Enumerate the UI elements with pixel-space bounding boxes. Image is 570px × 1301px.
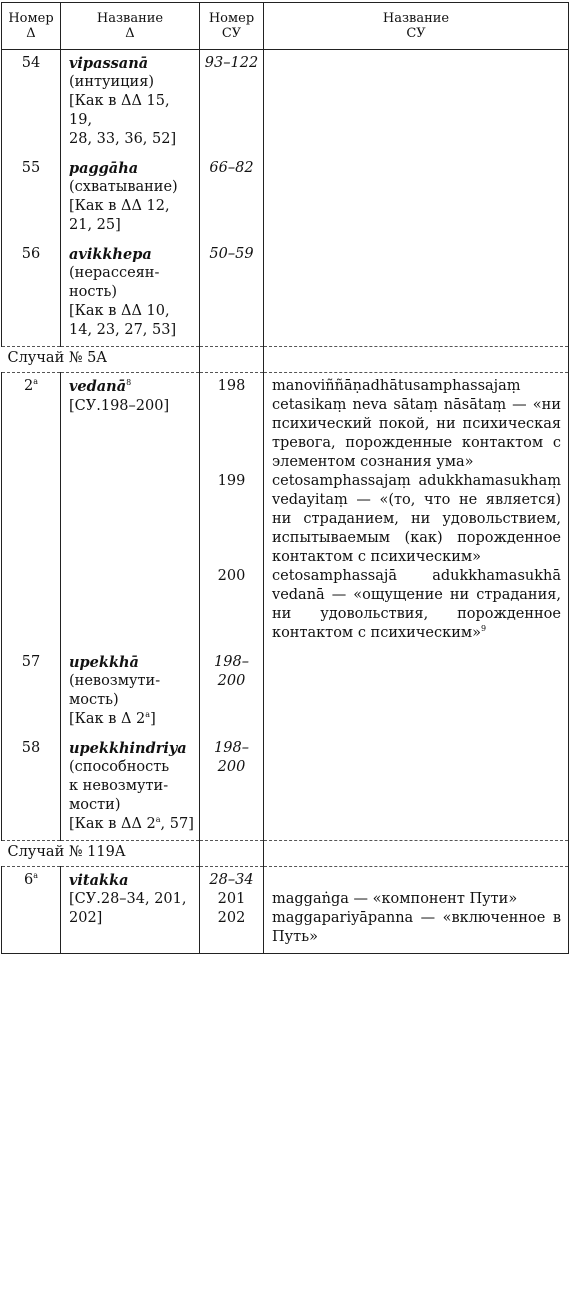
- row-name: paggāha (схватывание) [Как в ΔΔ 12, 21, 25]: [61, 155, 200, 241]
- row-su-name: [264, 50, 569, 156]
- case-label: Случай № 5A: [2, 347, 200, 373]
- row-name: vitakka [СУ.28–34, 201, 202]: [61, 867, 200, 954]
- table-row: [2, 373, 569, 650]
- row-number: 55: [2, 155, 61, 241]
- row-su-number: 93–122: [200, 50, 264, 156]
- row-su-number: 198 199 200: [200, 373, 264, 650]
- row-number: 56: [2, 241, 61, 347]
- row-su-name: maggaṅga — «компонент Пути» maggapariyāpanna — «включенное в Путь»: [264, 867, 569, 954]
- table-row: [2, 649, 569, 735]
- row-number: 54: [2, 50, 61, 156]
- table-row: [2, 50, 569, 156]
- row-su-number: 198–200: [200, 649, 264, 735]
- table-header: [2, 3, 569, 50]
- row-number: $6^а$: [2, 867, 61, 954]
- row-name: upekkhā (невозмути- мость) [Как в Δ $2^а$]: [61, 649, 200, 735]
- row-su-number: 50–59: [200, 241, 264, 347]
- row-su-name: [264, 155, 569, 241]
- correspondence-table: [1, 2, 569, 954]
- table-row: [2, 867, 569, 954]
- table-row: [2, 735, 569, 841]
- header-number-su: Номер СУ: [200, 3, 264, 50]
- row-number: $2^а$: [2, 373, 61, 650]
- header-name-su: Название СУ: [264, 3, 569, 50]
- table-row: [2, 155, 569, 241]
- row-name: vipassanā (интуиция) [Как в ΔΔ 15, 19, 28, 33, 36, 52]: [61, 50, 200, 156]
- row-name: vedanā$^8$ [СУ.198–200]: [61, 373, 200, 650]
- row-su-number: 198–200: [200, 735, 264, 841]
- row-number: 57: [2, 649, 61, 735]
- row-su-name: [264, 649, 569, 735]
- header-number-delta: Номер Δ: [2, 3, 61, 50]
- row-name: avikkhepa (нерассеян- ность) [Как в ΔΔ 10, 14, 23, 27, 53]: [61, 241, 200, 347]
- row-su-name: [264, 241, 569, 347]
- table-row: [2, 241, 569, 347]
- row-number: 58: [2, 735, 61, 841]
- row-su-name: [264, 735, 569, 841]
- header-name-delta: Название Δ: [61, 3, 200, 50]
- case-row: [2, 347, 569, 373]
- case-row: [2, 841, 569, 867]
- row-su-number: 66–82: [200, 155, 264, 241]
- case-label: Случай № 119A: [2, 841, 200, 867]
- row-su-number: 28–34 201 202: [200, 867, 264, 954]
- row-su-name: manoviññāṇadhātusamphassajaṃ cetasikaṃ neva sātaṃ nāsātaṃ — «ни психический покой, ни психическая тревога, порожденные контактом с элементом сознания ума» cetosamphassajaṃ adukkhamasukhaṃ vedayitaṃ — «(то, что не является) ни страданием, ни удовольствием, испытываемым (как) порожденное контактом с психическим» cetosamphassajā adukkhamasukhā vedanā — «ощущение ни страдания, ни удовольствия, порожденное контактом с психическим»$^9$: [264, 373, 569, 650]
- row-name: upekkhindriya (способность к невозмути- мости) [Как в ΔΔ $2^а$, 57]: [61, 735, 200, 841]
